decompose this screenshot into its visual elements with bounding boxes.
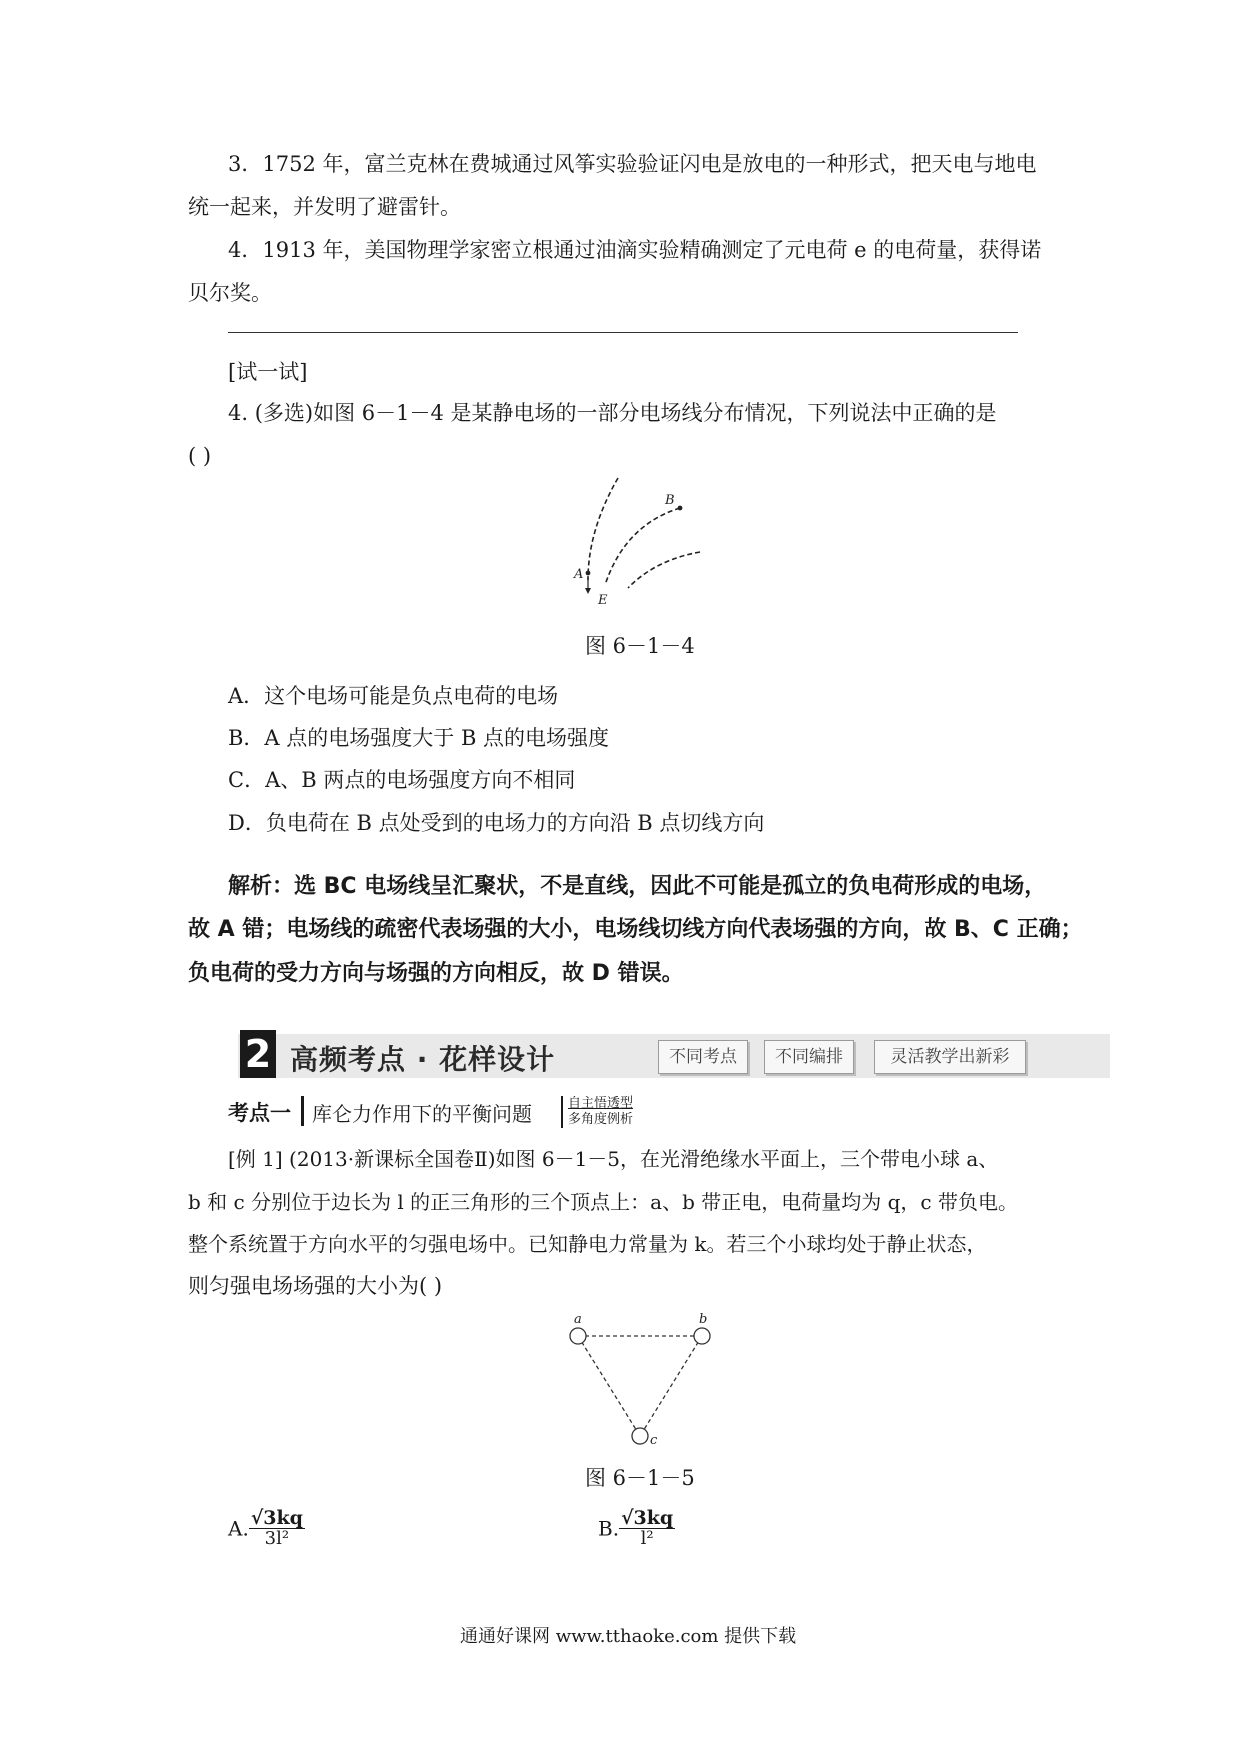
label-e: E	[598, 593, 608, 608]
analysis-line2: 故 A 错；电场线的疏密代表场强的大小，电场线切线方向代表场强的方向，故 B、C 正确；	[188, 917, 1083, 942]
triangle-side-ac	[578, 1336, 640, 1436]
answer-b	[598, 1508, 675, 1549]
topic-note-line1: 自主悟透型	[568, 1096, 634, 1111]
label-ball-c: c	[650, 1433, 658, 1448]
page-footer: 通通好课网 www.tthaoke.com 提供下载	[460, 1626, 797, 1647]
field-line-right	[628, 552, 700, 588]
label-ball-b: b	[699, 1312, 708, 1327]
answer-a-fraction	[249, 1508, 305, 1549]
ball-c	[632, 1428, 648, 1444]
answer-a	[228, 1508, 305, 1549]
label-b: B	[665, 493, 675, 508]
point-b	[678, 506, 683, 511]
example-line4: 则匀强电场场强的大小为( )	[188, 1274, 443, 1298]
option-a: A．这个电场可能是负点电荷的电场	[228, 684, 559, 708]
topic-note-line2: 多角度例析	[568, 1112, 634, 1127]
answer-b-fraction	[619, 1508, 675, 1549]
banner-tag-different-layout: 不同编排	[764, 1040, 854, 1074]
section-divider	[228, 332, 1018, 333]
topic-label: 考点一	[228, 1101, 291, 1125]
topic-note-bar	[561, 1096, 563, 1128]
banner-tag-flexible-teaching: 灵活教学出新彩	[874, 1040, 1026, 1074]
figure-6-1-4	[560, 470, 720, 610]
answer-a-numerator: √3kq	[250, 1507, 303, 1529]
answer-a-label: A.	[228, 1516, 249, 1541]
figure-6-1-5	[560, 1308, 720, 1458]
paragraph-3-line2: 统一起来，并发明了避雷针。	[188, 195, 461, 219]
option-d: D．负电荷在 B 点处受到的电场力的方向沿 B 点切线方向	[228, 811, 765, 835]
section-title: 高频考点 · 花样设计	[290, 1043, 556, 1076]
example-line2: b 和 c 分别位于边长为 l 的正三角形的三个顶点上：a、b 带正电，电荷量均为 q，c 带负电。	[188, 1190, 1018, 1214]
example-line3: 整个系统置于方向水平的匀强电场中。已知静电力常量为 k。若三个小球均处于静止状态，	[188, 1232, 987, 1256]
topic-separator	[301, 1096, 304, 1126]
answer-b-denominator: l²	[640, 1528, 654, 1549]
example-line1: [例 1] (2013·新课标全国卷Ⅱ)如图 6－1－5，在光滑绝缘水平面上，三个带电小球 a、	[228, 1147, 999, 1171]
point-a	[586, 571, 591, 576]
tryit-question-line1: 4. (多选)如图 6－1－4 是某静电场的一部分电场线分布情况，下列说法中正确的是	[228, 401, 997, 425]
analysis-line1: 解析：选 BC 电场线呈汇聚状，不是直线，因此不可能是孤立的负电荷形成的电场，	[228, 874, 1047, 899]
section-number: 2	[240, 1030, 276, 1078]
ball-a	[570, 1328, 586, 1344]
tryit-question-line2: ( )	[188, 444, 212, 468]
banner-tag-different-points: 不同考点	[658, 1040, 748, 1074]
figure-6-1-5-caption: 图 6－1－5	[585, 1466, 695, 1490]
paragraph-4-line2: 贝尔奖。	[188, 281, 272, 305]
option-b: B．A 点的电场强度大于 B 点的电场强度	[228, 726, 610, 750]
answer-a-denominator: 3l²	[264, 1528, 290, 1549]
paragraph-3-line1: 3．1752 年，富兰克林在费城通过风筝实验验证闪电是放电的一种形式，把天电与地电	[228, 152, 1037, 176]
ball-b	[694, 1328, 710, 1344]
figure-6-1-4-caption: 图 6－1－4	[585, 634, 695, 658]
answer-b-label: B.	[598, 1516, 620, 1541]
tryit-heading: [试一试]	[228, 360, 308, 384]
field-line-middle	[605, 508, 680, 585]
label-ball-a: a	[574, 1312, 582, 1327]
label-a: A	[574, 567, 584, 582]
option-c: C．A、B 两点的电场强度方向不相同	[228, 768, 576, 792]
field-arrow-head	[585, 588, 591, 594]
triangle-side-bc	[640, 1336, 702, 1436]
paragraph-4-line1: 4．1913 年，美国物理学家密立根通过油滴实验精确测定了元电荷 e 的电荷量，获得诺	[228, 238, 1042, 262]
analysis-line3: 负电荷的受力方向与场强的方向相反，故 D 错误。	[188, 961, 684, 986]
answer-b-numerator: √3kq	[621, 1507, 674, 1529]
topic-title: 库仑力作用下的平衡问题	[312, 1102, 532, 1126]
